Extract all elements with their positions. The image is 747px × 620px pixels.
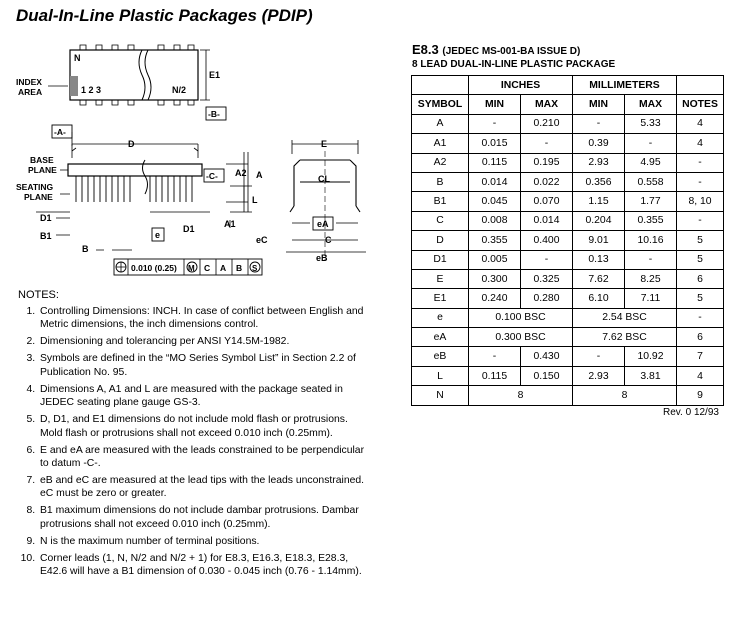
cell-in-max: 0.430 xyxy=(521,347,573,366)
note-9: 9. N is the maximum number of terminal positions. xyxy=(38,535,368,548)
cell-mm-min: 0.204 xyxy=(573,211,625,230)
cell-notes: - xyxy=(677,308,724,327)
cell-in-min: 0.015 xyxy=(469,134,521,153)
cell-in-min: 0.355 xyxy=(469,231,521,250)
dim-c-label: C xyxy=(325,235,332,245)
datum-a-label: -A- xyxy=(54,127,66,137)
cell-symbol: A1 xyxy=(412,134,469,153)
note-7: 7. eB and eC are measured at the lead tips with the leads unconstrained. eC must be zero or greater. xyxy=(38,474,368,501)
header-mm-min: MIN xyxy=(573,95,625,114)
cell-in-max: - xyxy=(521,250,573,269)
table-row xyxy=(412,269,724,288)
cell-mm-min: 2.93 xyxy=(573,153,625,172)
cell-symbol: N xyxy=(412,386,469,405)
cell-notes: 6 xyxy=(677,269,724,288)
dimension-table-body xyxy=(412,114,724,405)
table-row xyxy=(412,172,724,191)
cell-in-min: 0.045 xyxy=(469,192,521,211)
cell-mm-max: 8.25 xyxy=(625,269,677,288)
dim-e-label: E xyxy=(321,139,328,149)
cell-symbol: L xyxy=(412,366,469,385)
cell-mm-min: 0.356 xyxy=(573,172,625,191)
cell-symbol: B xyxy=(412,172,469,191)
cell-symbol: E1 xyxy=(412,289,469,308)
header-blank-notes xyxy=(677,76,724,95)
cell-mm-max: 3.81 xyxy=(625,366,677,385)
cell-mm-min: 9.01 xyxy=(573,231,625,250)
tol-ref-m: M xyxy=(188,264,195,273)
cell-symbol: eA xyxy=(412,328,469,347)
cell-notes: 7 xyxy=(677,347,724,366)
cell-symbol: eB xyxy=(412,347,469,366)
header-notes: NOTES xyxy=(677,95,724,114)
cell-mm-min: - xyxy=(573,114,625,133)
cell-mm-max: - xyxy=(625,250,677,269)
cell-notes: 4 xyxy=(677,114,724,133)
e1-label: E1 xyxy=(209,70,221,80)
dim-a1-label: A1 xyxy=(224,219,236,229)
cell-notes: 5 xyxy=(677,289,724,308)
cell-in-max: 0.210 xyxy=(521,114,573,133)
cell-in-max: 0.070 xyxy=(521,192,573,211)
table-row xyxy=(412,134,724,153)
cell-mm-max: 7.11 xyxy=(625,289,677,308)
cell-in-min: 0.008 xyxy=(469,211,521,230)
table-row xyxy=(412,250,724,269)
dim-a2-label: A2 xyxy=(235,168,247,178)
dim-ec-label: eC xyxy=(256,235,268,245)
cell-inches: 0.300 BSC xyxy=(469,328,573,347)
cell-in-max: - xyxy=(521,134,573,153)
cell-notes: - xyxy=(677,153,724,172)
header-mm-max: MAX xyxy=(625,95,677,114)
cell-symbol: D xyxy=(412,231,469,250)
table-row xyxy=(412,114,724,133)
cell-symbol: e xyxy=(412,308,469,327)
header-in-min: MIN xyxy=(469,95,521,114)
cell-mm-max: 0.558 xyxy=(625,172,677,191)
table-row xyxy=(412,386,724,405)
header-inches: INCHES xyxy=(469,76,573,95)
cell-notes: 5 xyxy=(677,231,724,250)
index-area-label-2: AREA xyxy=(18,87,43,97)
note-10: 10. Corner leads (1, N, N/2 and N/2 + 1) for E8.3, E16.3, E18.3, E28.3, E42.6 will have a B1 dimension of 0.030 - 0.045 inch (0.76 - 1.14mm). xyxy=(38,552,368,579)
cell-in-min: 0.005 xyxy=(469,250,521,269)
note-2: 2. Dimensioning and tolerancing per ANSI Y14.5M-1982. xyxy=(38,335,368,348)
cell-inches: 0.100 BSC xyxy=(469,308,573,327)
cell-notes: 8, 10 xyxy=(677,192,724,211)
header-millimeters: MILLIMETERS xyxy=(573,76,677,95)
dim-d-label: D xyxy=(128,139,135,149)
cell-millimeters: 2.54 BSC xyxy=(573,308,677,327)
note-4: 4. Dimensions A, A1 and L are measured with the package seated in JEDEC seating plane gauge GS-3. xyxy=(38,383,368,410)
cell-notes: 6 xyxy=(677,328,724,347)
cell-in-min: 0.115 xyxy=(469,366,521,385)
cell-symbol: A xyxy=(412,114,469,133)
cell-mm-min: 1.15 xyxy=(573,192,625,211)
cell-in-max: 0.400 xyxy=(521,231,573,250)
cell-mm-min: 0.13 xyxy=(573,250,625,269)
cell-notes: 5 xyxy=(677,250,724,269)
cell-mm-max: 10.92 xyxy=(625,347,677,366)
cell-in-min: - xyxy=(469,114,521,133)
cell-notes: - xyxy=(677,172,724,191)
tol-ref-c: C xyxy=(204,263,211,273)
package-code-value: E8.3 xyxy=(412,42,439,57)
table-row xyxy=(412,153,724,172)
note-5: 5. D, D1, and E1 dimensions do not include mold flash or protrusions. Mold flash or protrusions shall not exceed 0.010 inch (0.25mm). xyxy=(38,413,368,440)
table-row xyxy=(412,289,724,308)
cell-millimeters: 7.62 BSC xyxy=(573,328,677,347)
cell-notes: 4 xyxy=(677,134,724,153)
cell-in-max: 0.022 xyxy=(521,172,573,191)
cell-mm-min: 7.62 xyxy=(573,269,625,288)
cell-mm-max: 10.16 xyxy=(625,231,677,250)
cell-symbol: B1 xyxy=(412,192,469,211)
jedec-reference: (JEDEC MS-001-BA ISSUE D) xyxy=(442,46,581,57)
base-plane-label-2: PLANE xyxy=(28,165,57,175)
table-row xyxy=(412,231,724,250)
cell-mm-max: - xyxy=(625,134,677,153)
header-blank xyxy=(412,76,469,95)
side-view xyxy=(16,139,263,275)
datum-b-label: -B- xyxy=(208,109,220,119)
note-1: 1. Controlling Dimensions: INCH. In case of conflict between English and Metric dimensions, the inch dimensions control. xyxy=(38,305,368,332)
top-view xyxy=(16,45,226,120)
cell-mm-max: 0.355 xyxy=(625,211,677,230)
cell-symbol: D1 xyxy=(412,250,469,269)
tolerance-value: 0.010 (0.25) xyxy=(131,263,177,273)
cell-mm-max: 5.33 xyxy=(625,114,677,133)
cell-notes: 9 xyxy=(677,386,724,405)
dim-eb-label: eB xyxy=(316,253,328,263)
pin-n-label: N xyxy=(74,53,81,63)
package-code xyxy=(412,42,580,57)
cell-mm-min: 6.10 xyxy=(573,289,625,308)
package-description: 8 LEAD DUAL-IN-LINE PLASTIC PACKAGE xyxy=(412,59,616,70)
cell-in-max: 0.280 xyxy=(521,289,573,308)
notes-list xyxy=(20,305,368,582)
revision: Rev. 0 12/93 xyxy=(663,407,719,418)
header-in-max: MAX xyxy=(521,95,573,114)
dim-d1-right-label: D1 xyxy=(183,224,195,234)
cell-notes: - xyxy=(677,211,724,230)
cell-in-max: 0.014 xyxy=(521,211,573,230)
notes-heading: NOTES: xyxy=(18,289,59,301)
table-row xyxy=(412,192,724,211)
tol-ref-a: A xyxy=(220,263,227,273)
cell-mm-max: 4.95 xyxy=(625,153,677,172)
cell-in-max: 0.195 xyxy=(521,153,573,172)
cell-symbol: E xyxy=(412,269,469,288)
table-row xyxy=(412,366,724,385)
dim-l-label: L xyxy=(252,195,258,205)
dim-e-small-label: e xyxy=(155,230,161,240)
seating-plane-label-1: SEATING xyxy=(16,182,54,192)
cell-in-min: 0.115 xyxy=(469,153,521,172)
datum-c-label: -C- xyxy=(206,171,218,181)
page-title: Dual-In-Line Plastic Packages (PDIP) xyxy=(16,6,313,25)
end-view xyxy=(256,139,366,263)
tol-ref-b: B xyxy=(236,263,243,273)
dim-b1-label: B1 xyxy=(40,231,52,241)
package-drawing xyxy=(0,36,405,281)
dim-d1-left-label: D1 xyxy=(40,213,52,223)
cell-in-min: 0.240 xyxy=(469,289,521,308)
cell-inches: 8 xyxy=(469,386,573,405)
dim-a-label: A xyxy=(256,170,263,180)
seating-plane-label-2: PLANE xyxy=(24,192,53,202)
cell-in-min: 0.014 xyxy=(469,172,521,191)
cell-symbol: C xyxy=(412,211,469,230)
index-area-label-1: INDEX xyxy=(16,77,42,87)
cell-millimeters: 8 xyxy=(573,386,677,405)
note-6: 6. E and eA are measured with the leads constrained to be perpendicular to datum -C-. xyxy=(38,444,368,471)
cell-notes: 4 xyxy=(677,366,724,385)
pin-123-label: 1 2 3 xyxy=(81,85,102,95)
table-row xyxy=(412,211,724,230)
cell-in-min: 0.300 xyxy=(469,269,521,288)
table-row xyxy=(412,328,724,347)
cell-mm-min: 2.93 xyxy=(573,366,625,385)
cl-label: CL xyxy=(318,174,330,184)
cell-in-max: 0.325 xyxy=(521,269,573,288)
note-3: 3. Symbols are defined in the “MO Series Symbol List” in Section 2.2 of Publication No. 95. xyxy=(38,352,368,379)
cell-in-min: - xyxy=(469,347,521,366)
pin-n2-label: N/2 xyxy=(172,85,187,95)
dim-b-label: B xyxy=(82,244,89,254)
header-symbol: SYMBOL xyxy=(412,95,469,114)
table-row xyxy=(412,347,724,366)
cell-mm-min: 0.39 xyxy=(573,134,625,153)
table-row xyxy=(412,308,724,327)
dim-ea-label: eA xyxy=(317,219,329,229)
cell-mm-min: - xyxy=(573,347,625,366)
base-plane-label-1: BASE xyxy=(30,155,54,165)
tol-ref-s: S xyxy=(252,264,258,273)
cell-symbol: A2 xyxy=(412,153,469,172)
cell-in-max: 0.150 xyxy=(521,366,573,385)
note-8: 8. B1 maximum dimensions do not include dambar protrusions. Dambar protrusions shall not exceed 0.010 inch (0.25mm). xyxy=(38,504,368,531)
dimension-table xyxy=(411,75,724,406)
cell-mm-max: 1.77 xyxy=(625,192,677,211)
